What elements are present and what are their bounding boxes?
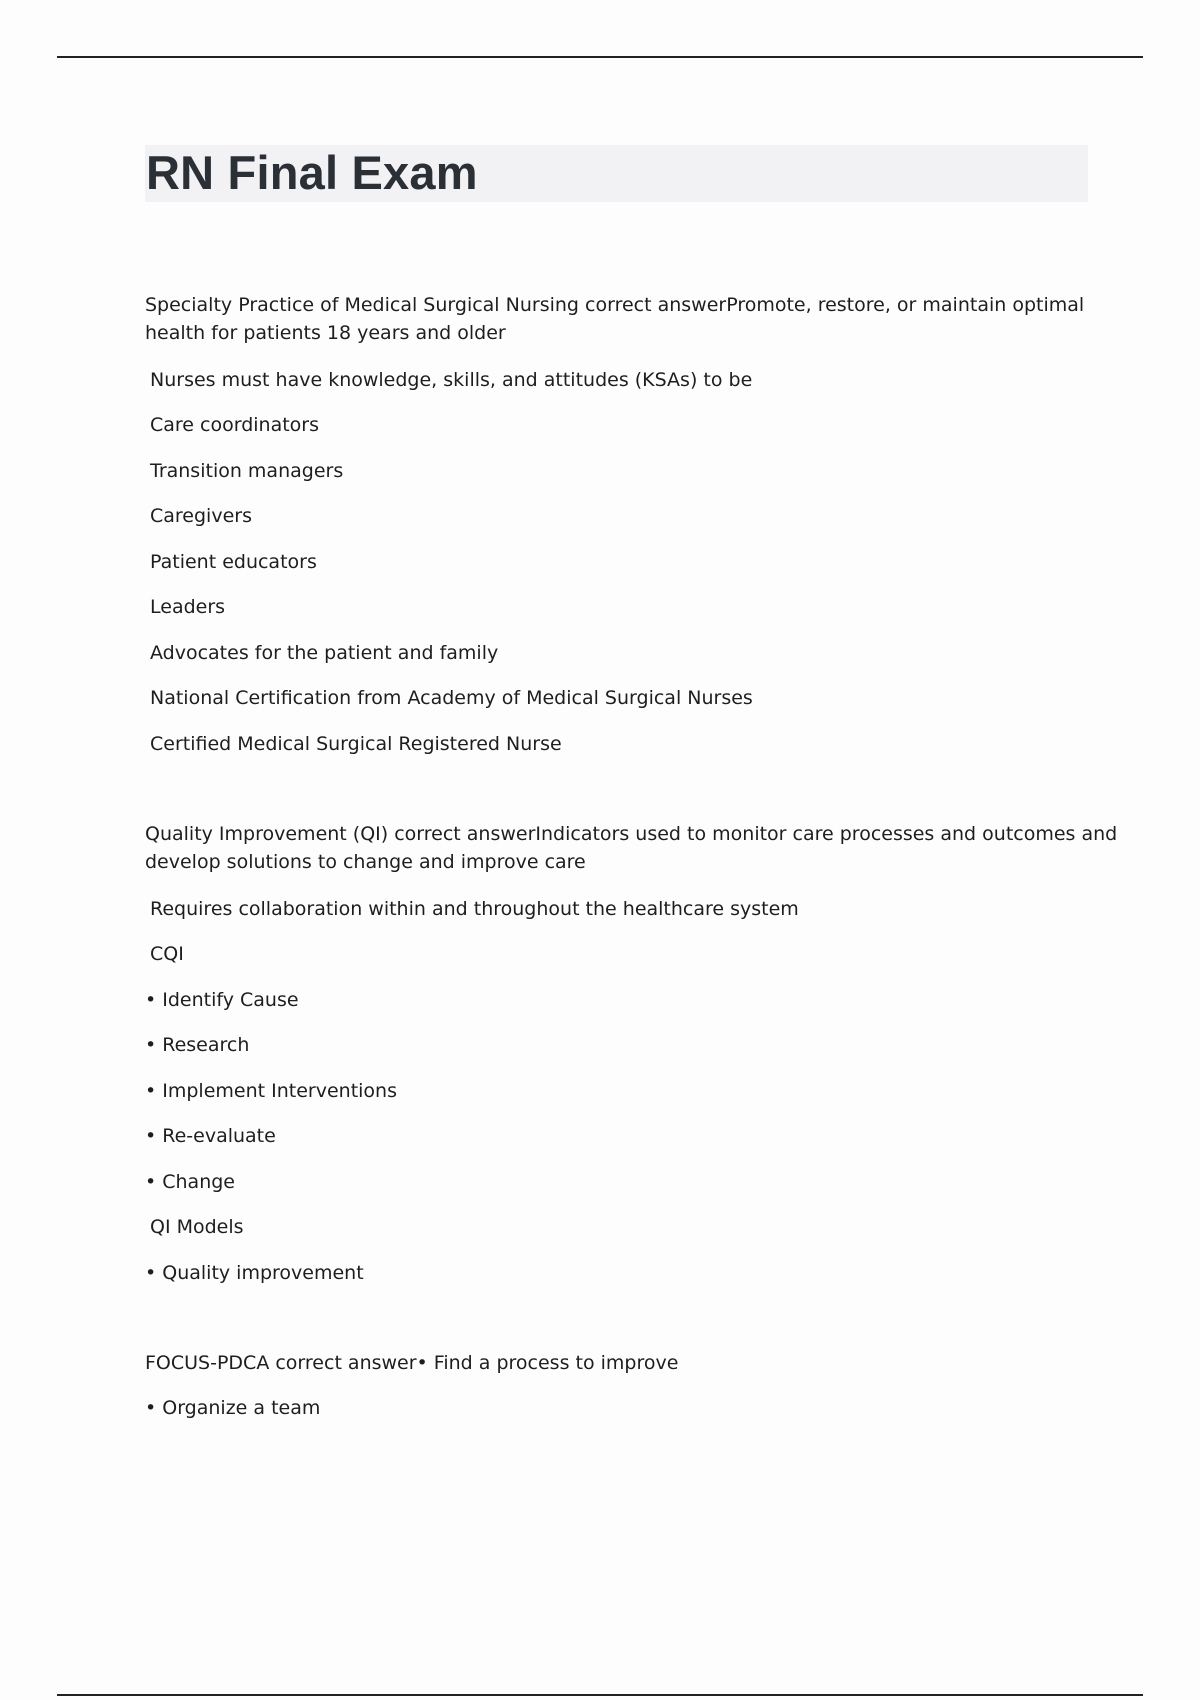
page-title: RN Final Exam: [146, 146, 478, 199]
bullet-item: • Organize a team: [145, 1397, 321, 1419]
question-text: develop solutions to change and improve care: [145, 851, 586, 873]
question-text: health for patients 18 years and older: [145, 322, 506, 344]
answer-item: Patient educators: [150, 551, 317, 573]
bullet-item: • Identify Cause: [145, 989, 299, 1011]
answer-item: National Certification from Academy of Medical Surgical Nurses: [150, 687, 753, 709]
answer-item: QI Models: [150, 1216, 244, 1238]
bullet-item: • Quality improvement: [145, 1262, 364, 1284]
bullet-item: • Re-evaluate: [145, 1125, 276, 1147]
answer-item: Certified Medical Surgical Registered Nurse: [150, 733, 562, 755]
answer-item: Transition managers: [150, 460, 344, 482]
top-rule: [57, 56, 1143, 58]
question-text: Specialty Practice of Medical Surgical Nursing correct answerPromote, restore, or maintain optimal: [145, 294, 1085, 316]
bottom-rule: [57, 1694, 1143, 1696]
answer-item: Leaders: [150, 596, 226, 618]
bullet-item: • Change: [145, 1171, 235, 1193]
question-text: Quality Improvement (QI) correct answerIndicators used to monitor care processes and outcomes and: [145, 823, 1118, 845]
answer-item: Care coordinators: [150, 414, 320, 436]
answer-item: Advocates for the patient and family: [150, 642, 499, 664]
answer-item: Caregivers: [150, 505, 252, 527]
bullet-item: • Research: [145, 1034, 250, 1056]
answer-item: Nurses must have knowledge, skills, and attitudes (KSAs) to be: [150, 369, 753, 391]
bullet-item: • Implement Interventions: [145, 1080, 397, 1102]
answer-item: Requires collaboration within and throughout the healthcare system: [150, 898, 799, 920]
answer-item: CQI: [150, 943, 184, 965]
question-text: FOCUS-PDCA correct answer• Find a process to improve: [145, 1352, 679, 1374]
